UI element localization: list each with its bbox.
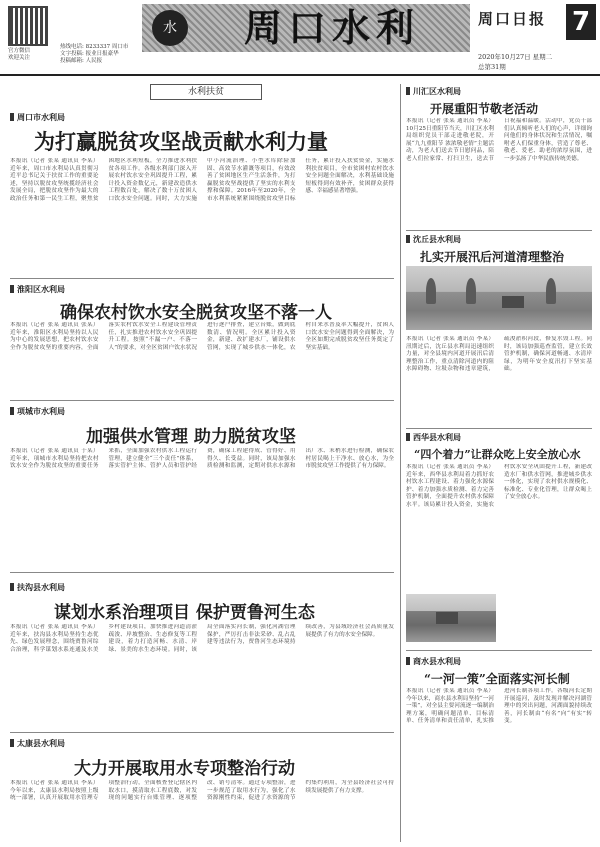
divider — [10, 278, 394, 279]
title-band — [142, 4, 470, 52]
article-headline: “四个着力”让群众吃上安全放心水 — [414, 448, 581, 461]
river-cleanup-photo — [406, 266, 592, 330]
article-body: 本报讯（记者 张某 通讯员 张某）近年来，淮阳区水利局坚持以人民为中心的发展思想，把农村饮水安全作为脱贫攻坚的重要内容，全面落实农村饮水安全工程建设管理责任，扎实推进农村饮水安全巩固提升工程。按照“不漏一户、不落一人”的要求，对全区贫困户饮水状况进行逐户排查，建立台账，做到底数清、情况明。全区累计投入资金，新建、改扩建水厂，铺设供水管网，实现了城乡供水一体化，农村自来水普及率大幅提升，贫困人口饮水安全问题得到全面解决，为全区如期完成脱贫攻坚任务奠定了坚实基础。 — [10, 322, 394, 351]
divider — [10, 400, 394, 401]
article-org: 商水县水利局 — [406, 656, 461, 667]
article-headline: 大力开展取用水专项整治行动 — [74, 759, 295, 779]
divider — [406, 230, 592, 231]
divider — [10, 732, 394, 733]
divider — [406, 428, 592, 429]
article-headline: 为打赢脱贫攻坚战贡献水利力量 — [34, 129, 328, 154]
excavator-icon — [502, 296, 524, 308]
article-headline: 开展重阳节敬老活动 — [430, 102, 539, 116]
article-org: 周口市水利局 — [10, 112, 65, 123]
article-body: 本报讯（记者 张某 通讯员 李某）近年来，西华县水利局着力抓好农村饮水工程建设、着力强化水源保护、着力加强水质检测、着力完善管护机制，全面提升农村供水保障水平。该局累计投入资金，实施农村饮水安全巩固提升工程，新建改造水厂和供水管网，推进城乡供水一体化，实现了农村供水规模化、标准化、专业化管理，让群众喝上了安全放心水。 — [406, 464, 592, 508]
article-body: 本报讯（记者 张某 通讯员 李某）近年来，周口市水利局认真贯彻习近平总书记关于扶贫工作的重要论述，坚持以脱贫攻坚统揽经济社会发展全局，把脱贫攻坚作为最大的政治任务和第一民生工程，聚焦贫困地区水利短板，全力推进水利扶贫各项工作。各级水利部门深入开展农村饮水安全巩固提升工程，累计投入资金数亿元，新建改造供水工程数百处，解决了数十万贫困人口饮水安全问题。同时，大力实施中小河流治理、小型水库除险加固、高效节水灌溉等项目，有效改善了贫困地区生产生活条件，为打赢脱贫攻坚战提供了坚实的水利支撑和保障。2016年至2020年，全市水利系统紧紧围绕脱贫攻坚目标任务，累计投入扶贫资金，实施水利扶贫项目，全市贫困村农村饮水安全问题全面解决，水利基础设施短板得到有效补齐，贫困群众获得感、幸福感显著增强。 — [10, 158, 394, 202]
article-headline: 谋划水系治理项目 保护贾鲁河生态 — [54, 603, 315, 623]
article-org: 沈丘县水利局 — [406, 234, 461, 245]
divider — [10, 572, 394, 573]
page-number: 7 — [566, 4, 596, 40]
divider — [406, 650, 592, 651]
emblem-icon: 水 — [152, 10, 188, 46]
article-org: 西华县水利局 — [406, 432, 461, 443]
masthead — [0, 0, 600, 76]
qr-note: 官方微信 欢迎关注 — [8, 48, 31, 61]
article-body: 本报讯（记者 张某 通讯员 李某）今年以来，商水县水利局坚持“一河一策”，对全县主要河流逐一编制治理方案，明确问题清单、目标清单、任务清单和责任清单，扎实推进河长制各项工作。各级河长定期开展巡河，及时发现并解决河湖管理中的突出问题，河湖面貌持续改善，河长制由“有名”向“有实”转变。 — [406, 688, 592, 725]
qr-code-icon — [8, 6, 48, 46]
column-divider — [400, 84, 401, 842]
issue-number: 总第31期 — [478, 63, 506, 71]
section-kicker: 水利扶贫 — [150, 84, 262, 100]
article-headline: 扎实开展汛后河道清理整治 — [420, 250, 565, 264]
article-headline: 确保农村饮水安全脱贫攻坚不落一人 — [60, 303, 332, 323]
article-org: 太康县水利局 — [10, 738, 65, 749]
article-body: 本报讯（记者 张某 通讯员 李某）近年来，扶沟县水利局坚持生态优先、绿色发展理念，围绕贾鲁河综合治理，科学谋划水系连通及水美乡村建设项目，加快推进河道清淤疏浚、岸坡整治、生态修复等工程建设，着力打造河畅、水清、岸绿、景美的水生态环境。同时，该局全面落实河长制，强化河湖管理保护，严厉打击非法采砂、乱占乱建等违法行为，贾鲁河生态环境持续改善，为县域经济社会高质量发展提供了有力的水安全保障。 — [10, 624, 394, 653]
article-body: 本报讯（记者 张某 通讯员 李某）10月25日重阳节当天，川汇区水利局组织党员干部走进敬老院，开展“九九重阳节 浓浓敬老情”主题活动，为老人们送去节日慰问品，陪老人们拉家常、打扫卫生，送去节日祝福和温暖。活动中，党员干部们认真倾听老人们的心声，详细询问他们的身体状况和生活情况，嘱咐老人们保重身体，营造了尊老、敬老、爱老、助老的浓厚氛围，进一步弘扬了中华民族传统美德。 — [406, 118, 592, 162]
article-body: 本报讯（记者 张某 通讯员 于某）近年来，项城市水利局坚持把农村饮水安全作为脱贫攻坚的重要任务来抓，全面加强农村供水工程运行管理，建立健全“三个责任”体系，落实管护主体、管护人员和管护经费，确保工程建得成、管得好、用得久、长受益。同时，该局加强水质检测和监测，定期对供水水源和出厂水、末梢水进行检测，确保农村居民喝上干净水、放心水，为全市脱贫攻坚工作提供了有力保障。 — [10, 448, 394, 470]
article-headline: 加强供水管理 助力脱贫攻坚 — [86, 427, 296, 447]
tree-icon — [466, 278, 476, 304]
article-org: 淮阳区水利局 — [10, 284, 65, 295]
article-body: 本报讯（记者 张某 通讯员 李某）今年以来，太康县水利局按照上级统一部署，认真开展取用水管理专项整治行动，全面核查登记辖区内取水口，摸清取水工程底数，对发现的问题实行台账管理、逐项整改、销号清零。通过专项整治，进一步规范了取用水行为，强化了水资源刚性约束，促进了水资源的节约集约利用，为全县经济社会可持续发展提供了有力支撑。 — [10, 780, 394, 802]
paper-title: 周口水利 — [243, 5, 420, 50]
article-org: 项城市水利局 — [10, 406, 65, 417]
article-org: 川汇区水利局 — [406, 86, 461, 97]
article-body: 本报讯（记者 张某 通讯员 李某）汛期过后，沈丘县水利局迅速组织力量，对全县境内河道开展汛后清理整治工作，重点清除河道内的阻水障碍物、垃圾杂物和违章建筑，疏浚淤积河段，修复水毁工程。同时，该局加强巡查监管，建立长效管护机制，确保河道畅通、水清岸绿，为明年安全度汛打下坚实基础。 — [406, 336, 592, 373]
pump-icon — [436, 612, 458, 624]
tree-icon — [546, 278, 556, 304]
brand-name: 周口日报 — [478, 10, 547, 28]
tree-icon — [426, 278, 436, 304]
article-org: 扶沟县水利局 — [10, 582, 65, 593]
article-headline: “一河一策”全面落实河长制 — [424, 672, 570, 686]
water-plant-photo — [406, 594, 496, 642]
issue-date: 2020年10月27日 星期二 — [478, 53, 553, 61]
hotline-info: 热线电话: 8233337 周口市 文字投稿: 报业日报豪华 投稿邮箱: 人民报 — [60, 44, 129, 64]
